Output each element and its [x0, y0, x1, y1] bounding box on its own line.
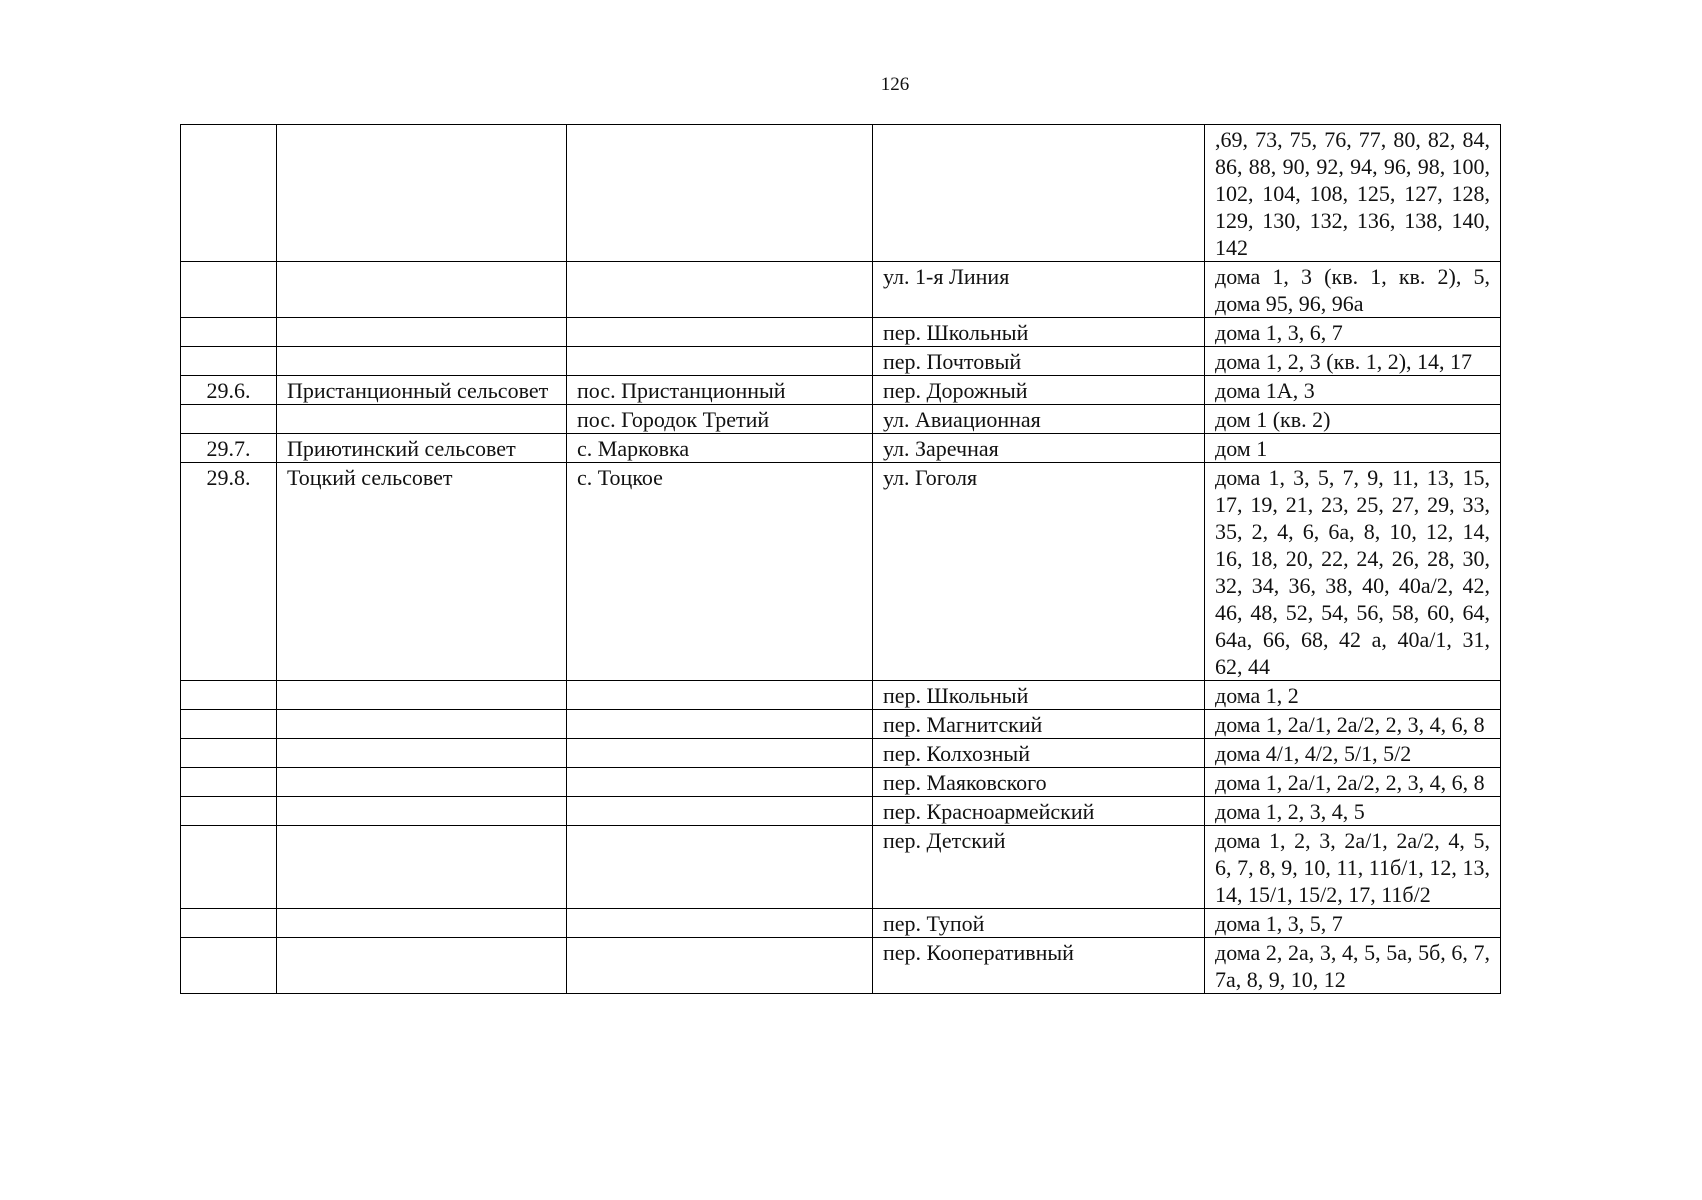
houses-cell: дома 1, 2, 3 (кв. 1, 2), 14, 17	[1205, 347, 1501, 376]
settlement-cell	[567, 826, 873, 909]
item-number-cell	[181, 768, 277, 797]
item-number-cell	[181, 318, 277, 347]
address-table	[180, 124, 1501, 994]
item-number-cell	[181, 262, 277, 318]
table-row	[181, 797, 1501, 826]
houses-cell: дома 4/1, 4/2, 5/1, 5/2	[1205, 739, 1501, 768]
street-cell: пер. Школьный	[873, 681, 1205, 710]
table-row	[181, 463, 1501, 681]
council-cell	[277, 768, 567, 797]
settlement-cell	[567, 739, 873, 768]
street-cell: пер. Маяковского	[873, 768, 1205, 797]
houses-cell: дома 1, 3, 5, 7, 9, 11, 13, 15, 17, 19, 21, 23, 25, 27, 29, 33, 35, 2, 4, 6, 6а, 8, 10, 12, 14, 16, 18, 20, 22, 24, 26, 28, 30, 32, 34, 36, 38, 40, 40а/2, 42, 46, 48, 52, 54, 56, 58, 60, 64, 64а, 66, 68, 42 а, 40а/1, 31, 62, 44	[1205, 463, 1501, 681]
settlement-cell	[567, 797, 873, 826]
item-number-cell	[181, 125, 277, 262]
houses-cell: дома 1, 2а/1, 2а/2, 2, 3, 4, 6, 8	[1205, 710, 1501, 739]
item-number-cell	[181, 681, 277, 710]
table-row	[181, 681, 1501, 710]
item-number-cell	[181, 739, 277, 768]
street-cell: пер. Колхозный	[873, 739, 1205, 768]
houses-cell: ,69, 73, 75, 76, 77, 80, 82, 84, 86, 88, 90, 92, 94, 96, 98, 100, 102, 104, 108, 125, 127, 128, 129, 130, 132, 136, 138, 140, 142	[1205, 125, 1501, 262]
street-cell	[873, 125, 1205, 262]
settlement-cell	[567, 262, 873, 318]
table-row	[181, 347, 1501, 376]
council-cell: Тоцкий сельсовет	[277, 463, 567, 681]
council-cell	[277, 710, 567, 739]
settlement-cell: с. Марковка	[567, 434, 873, 463]
houses-cell: дом 1 (кв. 2)	[1205, 405, 1501, 434]
council-cell	[277, 262, 567, 318]
settlement-cell	[567, 681, 873, 710]
table-row	[181, 434, 1501, 463]
settlement-cell	[567, 347, 873, 376]
settlement-cell	[567, 125, 873, 262]
houses-cell: дома 1, 2а/1, 2а/2, 2, 3, 4, 6, 8	[1205, 768, 1501, 797]
table-row	[181, 768, 1501, 797]
item-number-cell: 29.7.	[181, 434, 277, 463]
council-cell	[277, 681, 567, 710]
settlement-cell	[567, 938, 873, 994]
houses-cell: дома 1, 2	[1205, 681, 1501, 710]
council-cell	[277, 826, 567, 909]
council-cell	[277, 318, 567, 347]
item-number-cell	[181, 909, 277, 938]
settlement-cell	[567, 768, 873, 797]
houses-cell: дома 1, 3 (кв. 1, кв. 2), 5, дома 95, 96, 96а	[1205, 262, 1501, 318]
item-number-cell	[181, 826, 277, 909]
council-cell	[277, 797, 567, 826]
item-number-cell	[181, 938, 277, 994]
table-row	[181, 826, 1501, 909]
street-cell: ул. Заречная	[873, 434, 1205, 463]
table-row	[181, 405, 1501, 434]
council-cell	[277, 909, 567, 938]
table-row	[181, 938, 1501, 994]
street-cell: пер. Детский	[873, 826, 1205, 909]
houses-cell: дом 1	[1205, 434, 1501, 463]
street-cell: ул. Гоголя	[873, 463, 1205, 681]
page-number: 126	[880, 74, 910, 95]
table-row	[181, 318, 1501, 347]
settlement-cell	[567, 909, 873, 938]
street-cell: пер. Тупой	[873, 909, 1205, 938]
council-cell	[277, 405, 567, 434]
settlement-cell: пос. Городок Третий	[567, 405, 873, 434]
council-cell	[277, 347, 567, 376]
item-number-cell: 29.8.	[181, 463, 277, 681]
houses-cell: дома 1, 2, 3, 4, 5	[1205, 797, 1501, 826]
table-row	[181, 125, 1501, 262]
houses-cell: дома 1, 3, 6, 7	[1205, 318, 1501, 347]
council-cell: Пристанционный сельсовет	[277, 376, 567, 405]
houses-cell: дома 1, 3, 5, 7	[1205, 909, 1501, 938]
council-cell: Приютинский сельсовет	[277, 434, 567, 463]
houses-cell: дома 1А, 3	[1205, 376, 1501, 405]
table-row	[181, 376, 1501, 405]
table-row	[181, 710, 1501, 739]
street-cell: ул. 1-я Линия	[873, 262, 1205, 318]
council-cell	[277, 739, 567, 768]
address-table-body	[181, 125, 1501, 994]
council-cell	[277, 938, 567, 994]
item-number-cell: 29.6.	[181, 376, 277, 405]
item-number-cell	[181, 710, 277, 739]
table-row	[181, 909, 1501, 938]
street-cell: пер. Кооперативный	[873, 938, 1205, 994]
settlement-cell	[567, 710, 873, 739]
street-cell: пер. Школьный	[873, 318, 1205, 347]
street-cell: пер. Красноармейский	[873, 797, 1205, 826]
table-row	[181, 739, 1501, 768]
street-cell: пер. Дорожный	[873, 376, 1205, 405]
street-cell: пер. Почтовый	[873, 347, 1205, 376]
council-cell	[277, 125, 567, 262]
item-number-cell	[181, 405, 277, 434]
item-number-cell	[181, 347, 277, 376]
street-cell: ул. Авиационная	[873, 405, 1205, 434]
settlement-cell: с. Тоцкое	[567, 463, 873, 681]
houses-cell: дома 1, 2, 3, 2а/1, 2а/2, 4, 5, 6, 7, 8, 9, 10, 11, 11б/1, 12, 13, 14, 15/1, 15/2, 17, 11б/2	[1205, 826, 1501, 909]
item-number-cell	[181, 797, 277, 826]
houses-cell: дома 2, 2а, 3, 4, 5, 5а, 5б, 6, 7, 7а, 8, 9, 10, 12	[1205, 938, 1501, 994]
table-row	[181, 262, 1501, 318]
street-cell: пер. Магнитский	[873, 710, 1205, 739]
settlement-cell: пос. Пристанционный	[567, 376, 873, 405]
settlement-cell	[567, 318, 873, 347]
